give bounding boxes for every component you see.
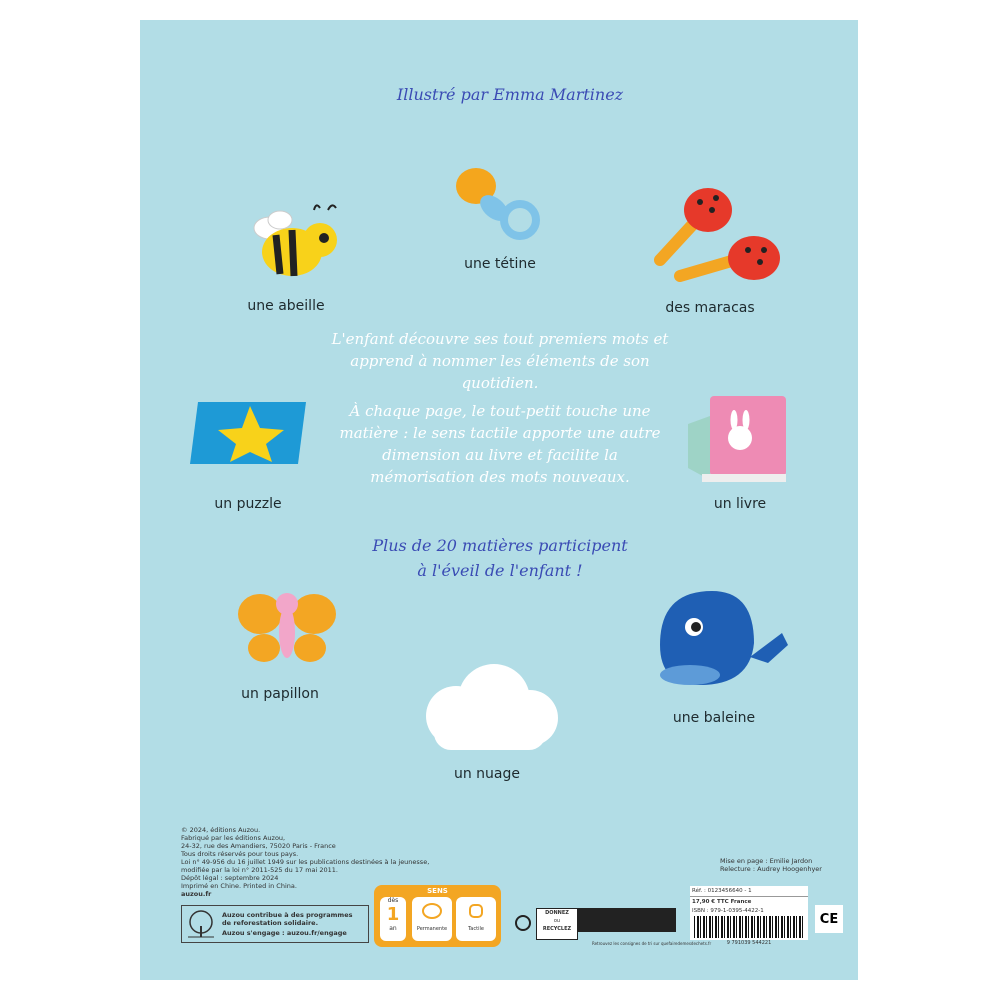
touch-icon [421,901,443,921]
legal-line: Fabriqué par les éditions Auzou, [181,834,286,842]
hand-icon [465,901,487,921]
barcode [694,916,804,938]
maracas-icon [650,180,790,290]
age-badge [380,897,406,941]
age-box-heading: SENS [427,887,448,895]
eco-line-3: Auzou s'engage : auzou.fr/engage [222,929,347,937]
description-paragraph-1: L'enfant découvre ses tout premiers mots et apprend à nommer les éléments de son quotidien. [331,330,669,392]
barcode-number: 9 791039 544221 [726,940,772,946]
barcode-block [690,886,808,946]
book-icon [680,388,790,488]
bee-label: une abeille [247,298,325,314]
legal-line: 24-32, rue des Amandiers, 75020 Paris - France [181,842,336,850]
pacifier-icon [450,160,550,245]
tree-icon [186,910,216,938]
recycle-text-2: ou [553,918,561,924]
tag-permanente [412,897,452,941]
recycle-pictograms [578,908,676,932]
eco-line-1: Auzou contribue à des programmes [222,911,353,919]
pacifier-label: une tétine [464,256,536,272]
eco-line-2: de reforestation solidaire. [222,919,319,927]
isbn: ISBN : 979-1-0395-4422-1 [692,908,764,914]
recycle-box [514,908,676,938]
cloud-label: un nuage [453,766,521,782]
highlight-line-1: Plus de 20 matières participent [372,536,628,555]
legal-line: modifiée par la loi n° 2011-525 du 17 mai 2011. [181,866,338,874]
highlight-text [330,533,670,583]
puzzle-icon [186,396,310,468]
age-senses-box [374,885,501,947]
legal-notice [181,826,430,898]
age-badge-top: dès [387,897,399,904]
ce-mark: CE [815,905,843,933]
price: 17,90 € TTC France [692,899,752,905]
reference-code: Réf. : 0123456640 - 1 [690,886,808,897]
highlight-line-2: à l'éveil de l'enfant ! [417,561,583,580]
maracas-label: des maracas [665,300,755,316]
tag-permanente-label: Permanente [416,926,448,932]
legal-line: © 2024, éditions Auzou. [181,826,261,834]
legal-line: Loi n° 49-956 du 16 juillet 1949 sur les publications destinées à la jeunesse, [181,858,430,866]
age-badge-number: 1 [386,904,400,925]
illustrator-credit: Illustré par Emma Martinez [396,85,624,104]
butterfly-label: un papillon [241,686,319,702]
layout-credit: Mise en page : Emilie Jardon [720,857,813,865]
tag-tactile-label: Tactile [468,926,484,932]
proofread-credit: Relecture : Audrey Hoogenhyer [720,865,822,873]
puzzle-label: un puzzle [214,496,282,512]
legal-line: Dépôt légal : septembre 2024 [181,874,279,882]
legal-line: auzou.fr [181,890,212,898]
production-credits [720,857,850,873]
age-badge-unit: an [389,925,397,932]
legal-line: Imprimé en Chine. Printed in China. [181,882,297,890]
reforestation-box [181,905,369,943]
legal-line: Tous droits réservés pour tous pays. [181,850,299,858]
cloud-icon [414,660,564,755]
recycle-note: Retrouvez les consignes de tri sur quefairedemesdechets.fr [592,941,712,946]
book-label: un livre [713,496,767,512]
whale-icon [650,585,795,695]
recycle-tag [536,908,578,940]
tag-tactile [456,897,496,941]
book-description [330,328,670,494]
recycle-text-1: DONNEZ [545,910,569,916]
recycle-text-3: RECYCLEZ [542,926,572,932]
butterfly-icon [232,582,342,672]
triman-icon [514,914,532,932]
description-paragraph-2: À chaque page, le tout-petit touche une matière : le sens tactile apporte une autre dimension au livre et facilite la mémorisation des mots nouveaux. [339,402,661,486]
whale-label: une baleine [672,710,756,726]
bee-icon [240,200,350,290]
